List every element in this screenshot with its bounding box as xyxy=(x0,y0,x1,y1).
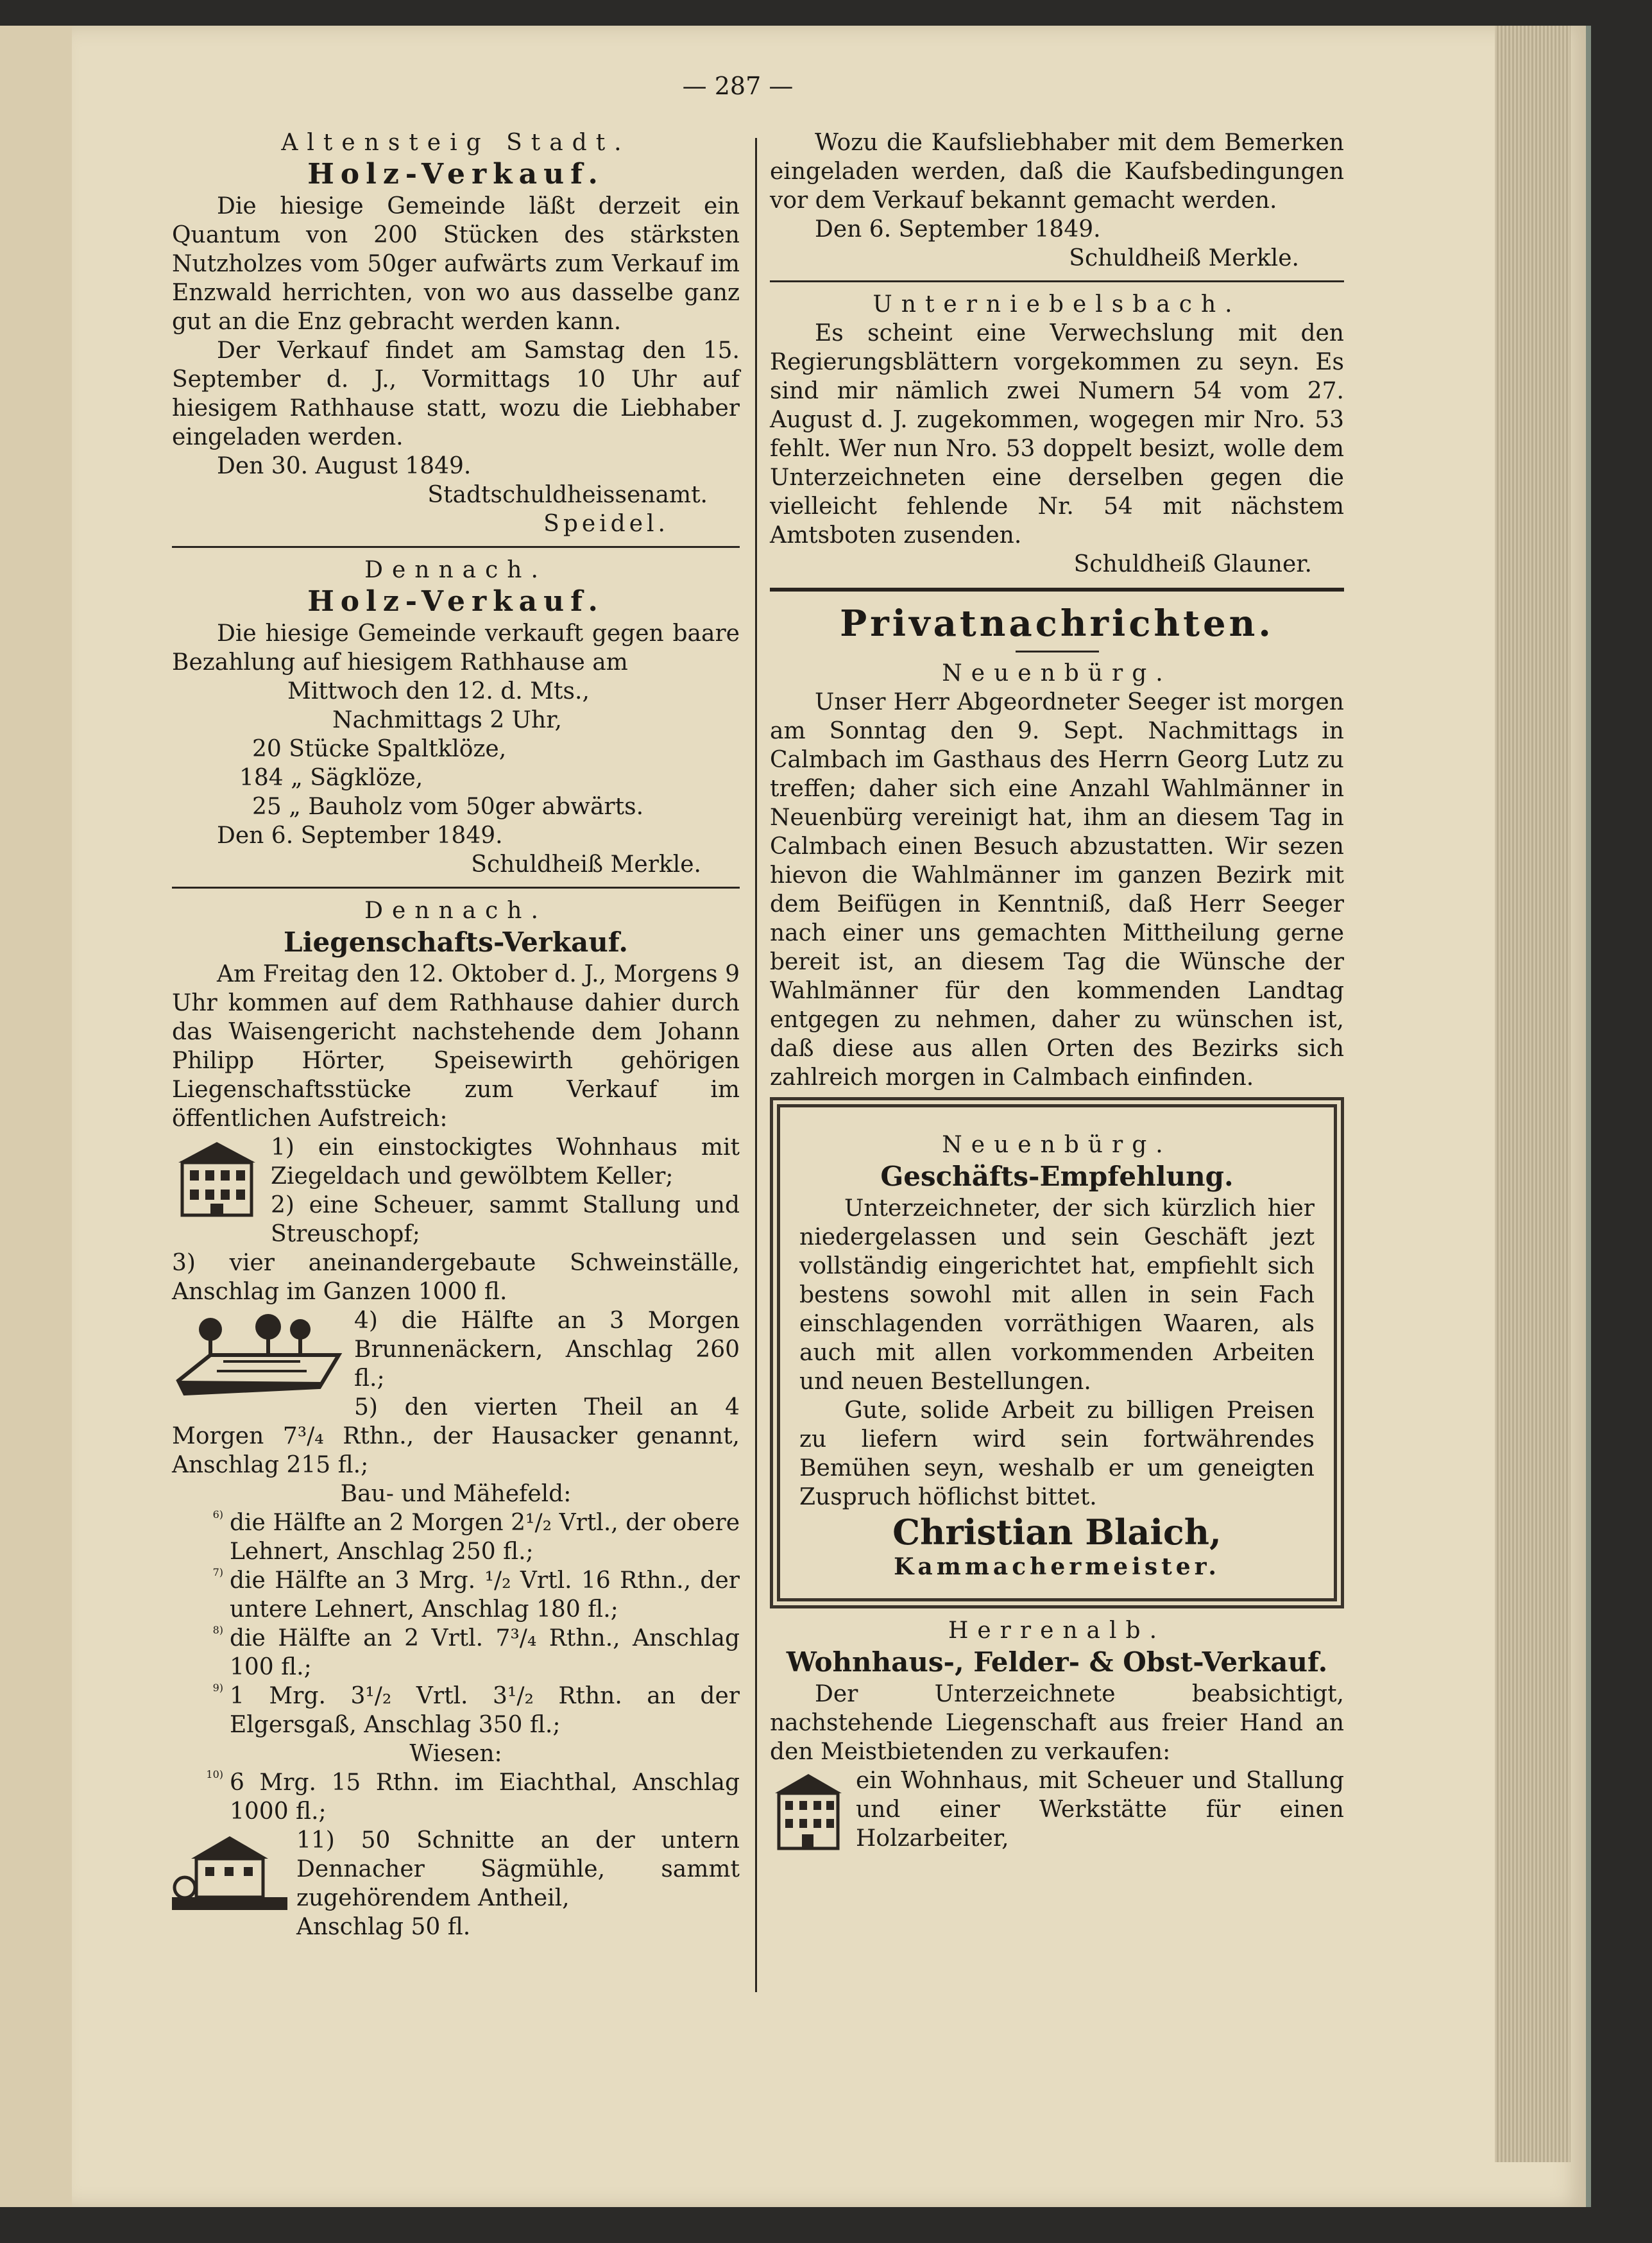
ad-place: Altensteig Stadt. xyxy=(281,130,631,156)
right-column xyxy=(770,128,1344,1856)
ad-text: Der Verkauf findet am Samstag den 15. September d. J., Vormittags 10 Uhr auf hiesigem Rathhause statt, wozu die Liebhaber eingeladen werden. xyxy=(172,337,740,450)
ad-title: Wohnhaus-, Felder- & Obst-Verkauf. xyxy=(786,1646,1328,1678)
page-number: — 287 — xyxy=(682,72,794,100)
ad-line: 25 „ Bauholz vom 50ger abwärts. xyxy=(252,794,644,820)
item-text: die Hälfte an 3 Mrg. ¹/₂ Vrtl. 16 Rthn., der untere Lehnert, Anschlag 180 fl.; xyxy=(230,1567,740,1623)
list-item: 1) ein einstockigtes Wohnhaus mit Ziegeldach und gewölbtem Keller; xyxy=(271,1134,740,1190)
list-subheading: Bau- und Mähefeld: xyxy=(340,1481,572,1507)
list-subheading: Wiesen: xyxy=(409,1741,502,1767)
ad-place: Herrenalb. xyxy=(948,1617,1166,1644)
list-item: 5) den vierten Theil an 4 Morgen 7³/₄ Rthn., der Hausacker genannt, Anschlag 215 fl.; xyxy=(172,1394,740,1478)
page-fore-edge xyxy=(1495,26,1571,2162)
ad-signature: Schuldheiß Merkle. xyxy=(1069,245,1299,271)
ad-title: Holz-Verkauf. xyxy=(307,158,604,191)
ad-text: Die hiesige Gemeinde läßt derzeit ein Quantum von 200 Stücken des stärksten Nutzholzes vom 50ger aufwärts zum Verkauf im Enzwald herrichten, von wo aus dasselbe ganz gut an die Enz gebracht werden kann. xyxy=(172,193,740,335)
list-item: 11) 50 Schnitte an der untern Dennacher Sägmühle, sammt zugehörendem Antheil, xyxy=(296,1827,740,1911)
house-woodcut-icon xyxy=(172,1137,262,1220)
ad-signature: Speidel. xyxy=(543,511,669,537)
ad-office: Stadtschuldheissenamt. xyxy=(427,482,708,508)
list-item: Anschlag 50 fl. xyxy=(296,1914,471,1940)
advertiser-name: Christian Blaich, xyxy=(892,1512,1222,1553)
ad-text: Am Freitag den 12. Oktober d. J., Morgens 9 Uhr kommen auf dem Rathhause dahier durch das Waisengericht nachstehende dem Johann Philipp Hörter, Speisewirth gehörigen Liegenschaftsstücke zum Verkauf im öffentlichen Aufstreich: xyxy=(172,961,740,1132)
item-number: 7) xyxy=(212,1566,223,1578)
house-woodcut-icon xyxy=(770,1770,847,1854)
ad-text: Wozu die Kaufsliebhaber mit dem Bemerken eingeladen werden, daß die Kaufsbedingungen vor dem Verkauf bekannt gemacht werden. xyxy=(770,130,1344,214)
ad-date: Den 6. September 1849. xyxy=(815,216,1101,243)
ad-place: Dennach. xyxy=(364,898,547,924)
list-item: 2) eine Scheuer, sammt Stallung und Streuschopf; xyxy=(271,1192,740,1247)
ad-title: Geschäfts-Empfehlung. xyxy=(880,1161,1234,1192)
facing-page-edge xyxy=(0,26,81,2207)
ad-date: Den 6. September 1849. xyxy=(217,823,503,849)
ad-line: Mittwoch den 12. d. Mts., xyxy=(287,678,590,704)
ad-text: Unser Herr Abgeordneter Seeger ist morgen am Sonntag den 9. Sept. Nachmittags in Calmbach im Gasthaus des Herrn Georg Lutz zu treffen; daher sich eine Anzahl Wahlmänner in Neuenbürg vereinigt hat, ihm an diesem Tag in Calmbach einen Besuch abzustatten. Wir sezen hievon die Wahlmänner im ganzen Bezirk mit dem Beifügen in Kenntniß, daß Herr Seeger nach einer uns gemachten Mittheilung gerne bereit ist, an diesem Tag die Wünsche der Wahlmänner für den kommenden Landtag entgegen zu nehmen, daher zu wünschen ist, daß diese aus allen Orten des Bezirks sich zahlreich morgen in Calmbach einfinden. xyxy=(770,689,1344,1091)
item-text: die Hälfte an 2 Vrtl. 7³/₄ Rthn., Anschlag 100 fl.; xyxy=(230,1625,740,1680)
section-heading: Privatnachrichten. xyxy=(840,602,1274,645)
ad-place: Neuenbürg. xyxy=(942,660,1172,687)
ad-date: Den 30. August 1849. xyxy=(217,453,472,479)
ad-title: Holz-Verkauf. xyxy=(307,585,604,618)
ad-line: 184 „ Sägklöze, xyxy=(239,765,423,791)
ad-signature: Schuldheiß Merkle. xyxy=(471,851,701,878)
list-item xyxy=(172,1624,740,1682)
advertiser-trade: Kammachermeister. xyxy=(894,1553,1220,1580)
ad-text: Unterzeichneter, der sich kürzlich hier niedergelassen und sein Geschäft jezt vollständig eingerichtet hat, empfiehlt sich bestens sowohl mit allen in sein Fach einschlagenden vorräthigen Waaren, als auch mit allen vorkommenden Arbeiten und neuen Bestellungen. xyxy=(799,1195,1315,1395)
list-item xyxy=(172,1768,740,1826)
ad-place: Neuenbürg. xyxy=(942,1132,1172,1158)
list-item xyxy=(172,1566,740,1624)
separator xyxy=(172,546,740,548)
left-column xyxy=(172,128,740,1941)
ad-line: 20 Stücke Spaltklöze, xyxy=(252,736,507,762)
column-divider xyxy=(755,138,757,1992)
list-item: 4) die Hälfte an 3 Morgen Brunnenäckern, Anschlag 260 fl.; xyxy=(354,1308,740,1392)
list-item xyxy=(172,1682,740,1739)
ad-text: ein Wohnhaus, mit Scheuer und Stallung und einer Werkstätte für einen Holzarbeiter, xyxy=(856,1768,1344,1852)
ad-text: Es scheint eine Verwechslung mit den Regierungsblättern vorgekommen zu seyn. Es sind mir nämlich zwei Numern 54 vom 27. August d. J. zugekommen, wogegen mir Nro. 53 fehlt. Wer nun Nro. 53 doppelt besizt, wolle dem Unterzeichneten eine derselben gegen die vielleicht fehlende Nr. 54 mit nächstem Amtsboten zusenden. xyxy=(770,320,1344,549)
ad-place: Unterniebelsbach. xyxy=(873,291,1241,318)
ad-text: Die hiesige Gemeinde verkauft gegen baare Bezahlung auf hiesigem Rathhause am xyxy=(172,620,740,676)
item-text: 6 Mrg. 15 Rthn. im Eiachthal, Anschlag 1000 fl.; xyxy=(230,1770,740,1825)
mill-woodcut-icon xyxy=(172,1830,287,1913)
item-number: 8) xyxy=(212,1624,223,1636)
item-text: 1 Mrg. 3¹/₂ Vrtl. 3¹/₂ Rthn. an der Elgersgaß, Anschlag 350 fl.; xyxy=(230,1683,740,1738)
ornamental-frame xyxy=(770,1097,1344,1608)
list-item xyxy=(172,1508,740,1566)
ad-line: Nachmittags 2 Uhr, xyxy=(332,707,562,733)
ad-signature: Schuldheiß Glauner. xyxy=(1073,551,1312,577)
item-text: die Hälfte an 2 Morgen 2¹/₂ Vrtl., der obere Lehnert, Anschlag 250 fl.; xyxy=(230,1510,740,1565)
separator xyxy=(770,280,1344,282)
item-number: 10) xyxy=(206,1768,223,1780)
short-rule xyxy=(1016,651,1099,652)
ad-text: Gute, solide Arbeit zu billigen Preisen zu liefern wird sein fortwährendes Bemühen seyn, weshalb er um geneigten Zuspruch höflichst bittet. xyxy=(799,1397,1315,1510)
ad-title: Liegenschafts-Verkauf. xyxy=(284,926,628,958)
ad-place: Dennach. xyxy=(364,557,547,583)
separator xyxy=(172,887,740,889)
item-number: 6) xyxy=(212,1508,223,1521)
garden-woodcut-icon xyxy=(172,1310,345,1400)
list-item: 3) vier aneinandergebaute Schweinställe, Anschlag im Ganzen 1000 fl. xyxy=(172,1250,740,1305)
item-number: 9) xyxy=(212,1682,223,1694)
separator-thick xyxy=(770,588,1344,592)
ad-text: Der Unterzeichnete beabsichtigt, nachstehende Liegenschaft aus freier Hand an den Meistbietenden zu verkaufen: xyxy=(770,1681,1344,1765)
